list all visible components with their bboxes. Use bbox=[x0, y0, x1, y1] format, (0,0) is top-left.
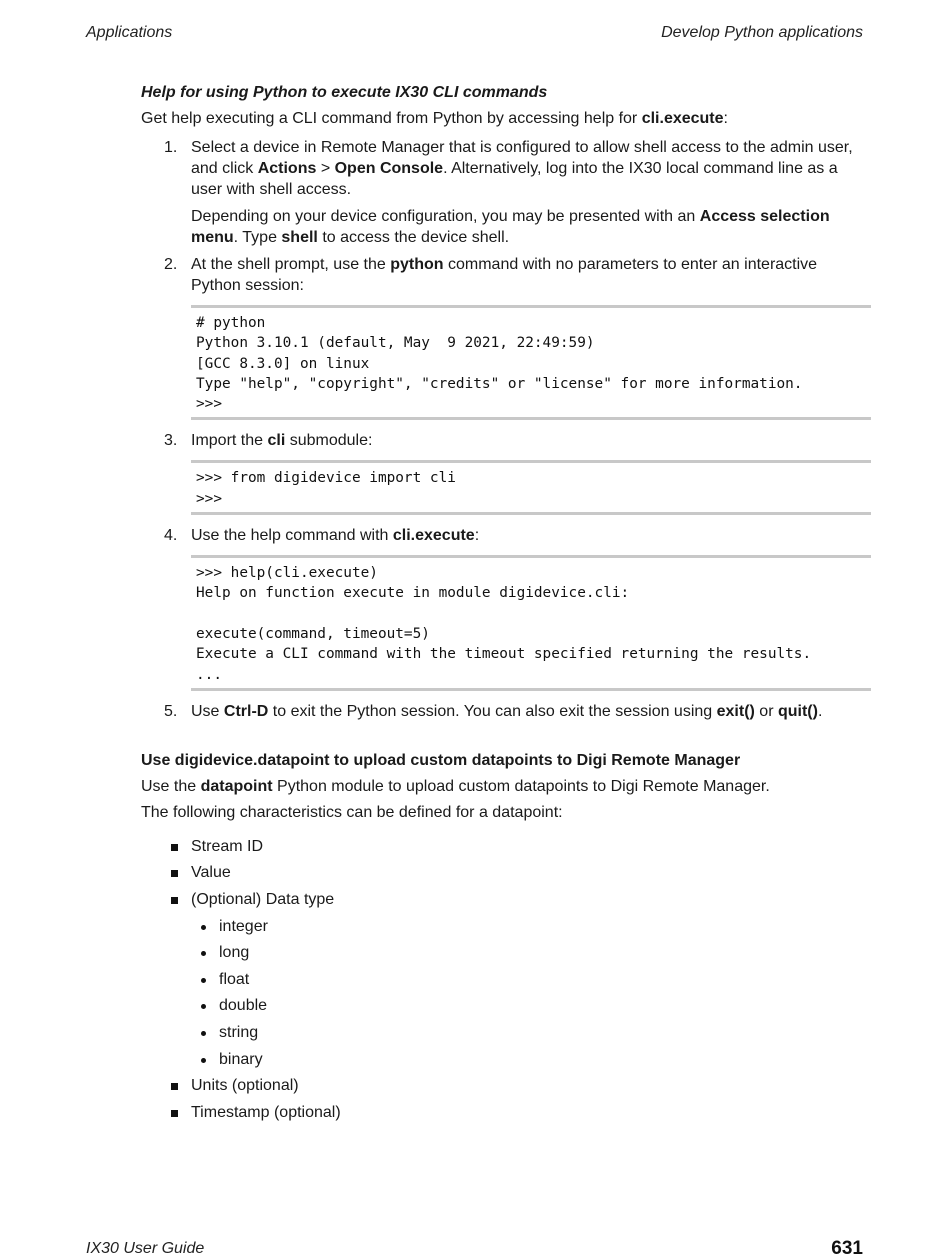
step-2: 2. At the shell prompt, use the python command with no parameters to enter an interactive Python session: # python Python 3.10.1 (default, May 9 2021, 22:49:59) [GCC 8.3.0] on linux Type "help", "copyright", "credits" or "license" for more information. >>> bbox=[141, 254, 871, 420]
list-item: Timestamp (optional) bbox=[141, 1100, 871, 1127]
intro-paragraph: Get help executing a CLI command from Python by accessing help for cli.execute: bbox=[141, 110, 728, 127]
list-item: binary bbox=[191, 1047, 871, 1074]
square-bullet-icon bbox=[171, 870, 178, 877]
step-1-text: Select a device in Remote Manager that is configured to allow shell access to the admin user, and click Actions > Open Console. Alternatively, log into the IX30 local command line as a user with shell access. bbox=[191, 139, 853, 198]
list-item: double bbox=[191, 993, 871, 1020]
round-bullet-icon bbox=[201, 978, 206, 983]
round-bullet-icon bbox=[201, 1004, 206, 1009]
list-item: (Optional) Data type integer long float double string binary bbox=[141, 887, 871, 1073]
list-item: float bbox=[191, 967, 871, 994]
step-5-text: Use Ctrl-D to exit the Python session. You can also exit the session using exit() or quit(). bbox=[191, 702, 823, 720]
step-3-text: Import the cli submodule: bbox=[191, 432, 373, 450]
steps-list bbox=[141, 137, 871, 722]
running-header-right: Develop Python applications bbox=[661, 24, 863, 41]
square-bullet-icon bbox=[171, 844, 178, 851]
round-bullet-icon bbox=[201, 951, 206, 956]
step-4-text: Use the help command with cli.execute: bbox=[191, 527, 480, 545]
code-block-help-execute: >>> help(cli.execute) Help on function execute in module digidevice.cli: execute(command, timeout=5) Execute a CLI command with the timeout specified returning the results. ... bbox=[191, 555, 871, 691]
characteristics-list bbox=[141, 834, 871, 1127]
round-bullet-icon bbox=[201, 1031, 206, 1036]
step-5: 5. Use Ctrl-D to exit the Python session. You can also exit the session using exit() or quit(). bbox=[141, 701, 871, 722]
square-bullet-icon bbox=[171, 1083, 178, 1090]
footer-guide-title: IX30 User Guide bbox=[86, 1240, 205, 1257]
page-content bbox=[141, 80, 871, 1126]
step-3: 3. Import the cli submodule: >>> from digidevice import cli >>> bbox=[141, 430, 871, 515]
square-bullet-icon bbox=[171, 1110, 178, 1117]
round-bullet-icon bbox=[201, 925, 206, 930]
step-1: 1. Select a device in Remote Manager that is configured to allow shell access to the admin user, and click Actions > Open Console. Alternatively, log into the IX30 local command line as a user with shell access. Depending on your device configuration, you may be presented with an Access selection menu. Type shell to access the device shell. bbox=[141, 137, 871, 248]
code-block-python-session: # python Python 3.10.1 (default, May 9 2021, 22:49:59) [GCC 8.3.0] on linux Type "help", "copyright", "credits" or "license" for more information. >>> bbox=[191, 305, 871, 420]
list-item: string bbox=[191, 1020, 871, 1047]
page-number: 631 bbox=[831, 1238, 863, 1259]
data-type-list bbox=[191, 914, 871, 1074]
list-item: integer bbox=[191, 914, 871, 941]
running-header-left: Applications bbox=[86, 24, 173, 41]
datapoint-intro: Use the datapoint Python module to upload custom datapoints to Digi Remote Manager. bbox=[141, 777, 770, 795]
characteristics-intro: The following characteristics can be defined for a datapoint: bbox=[141, 803, 563, 821]
round-bullet-icon bbox=[201, 1058, 206, 1063]
step-2-text: At the shell prompt, use the python command with no parameters to enter an interactive Python session: bbox=[191, 256, 818, 294]
code-block-import-cli: >>> from digidevice import cli >>> bbox=[191, 460, 871, 515]
list-item: long bbox=[191, 940, 871, 967]
square-bullet-icon bbox=[171, 897, 178, 904]
list-item: Units (optional) bbox=[141, 1073, 871, 1100]
section-heading-cli-help: Help for using Python to execute IX30 CLI commands bbox=[141, 84, 548, 101]
section-heading-datapoint: Use digidevice.datapoint to upload custom datapoints to Digi Remote Manager bbox=[141, 751, 741, 769]
step-1-note: Depending on your device configuration, you may be presented with an Access selection menu. Type shell to access the device shell. bbox=[191, 208, 830, 246]
list-item: Value bbox=[141, 860, 871, 887]
list-item: Stream ID bbox=[141, 834, 871, 861]
step-4: 4. Use the help command with cli.execute: >>> help(cli.execute) Help on function execute in module digidevice.cli: execute(command, timeout=5) Execute a CLI command with the timeout specified returning the results. ... bbox=[141, 525, 871, 691]
